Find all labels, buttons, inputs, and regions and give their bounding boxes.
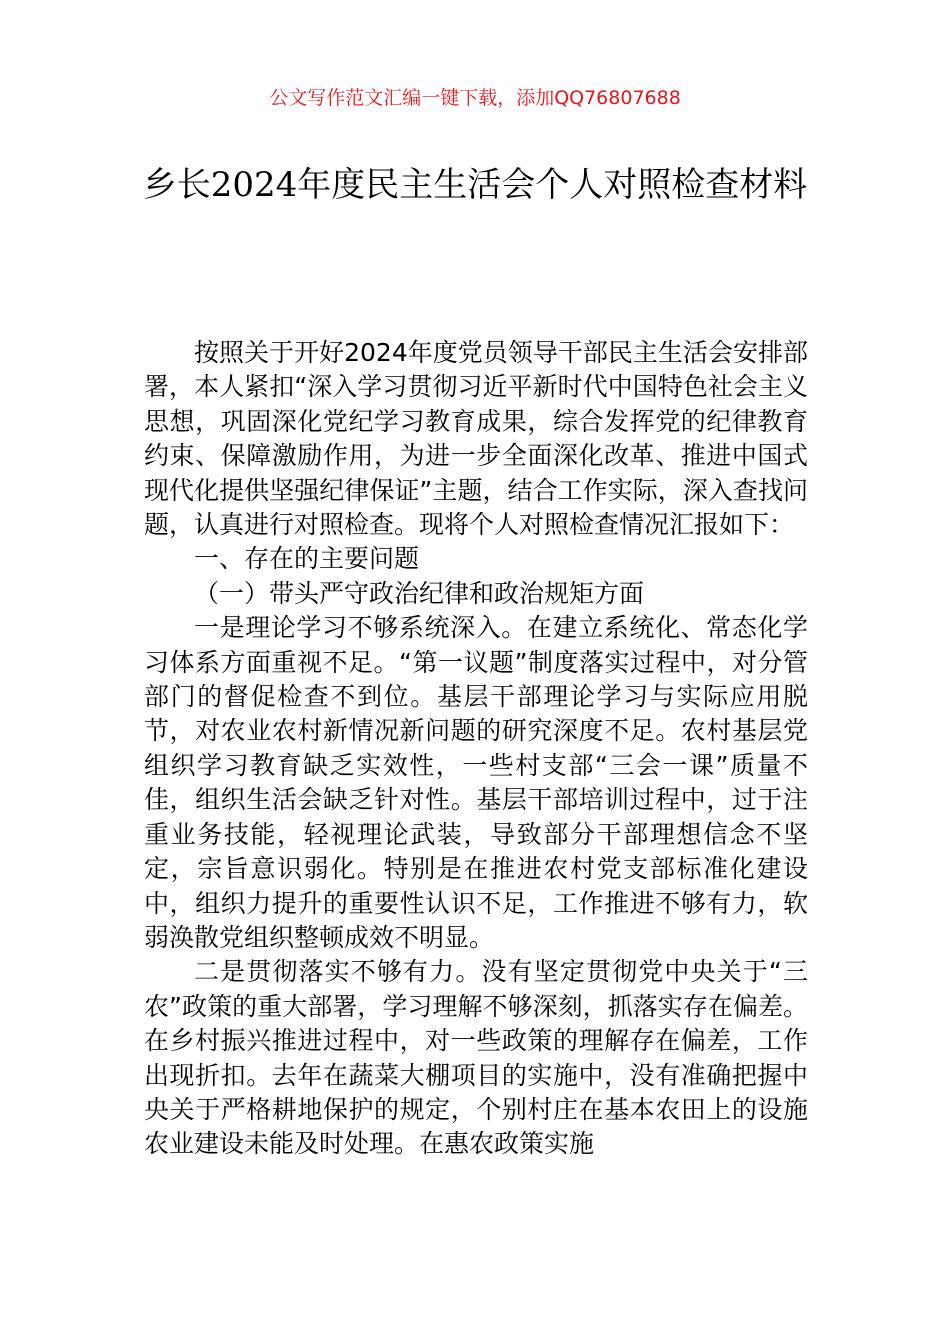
- document-title: 乡长2024年度民主生活会个人对照检查材料: [142, 165, 808, 205]
- header-note: 公文写作范文汇编一键下载，添加QQ76807688: [269, 87, 681, 109]
- section-heading: 一、存在的主要问题: [194, 544, 420, 574]
- body-paragraph: 按照关于开好2024年度党员领导干部民主生活会安排部署，本人紧扣“深入学习贯彻习近平新时代中国特色社会主义思想，巩固深化党纪学习教育成果，综合发挥党的纪律教育约束、保障激励作用，为进一步全面深化改革、推进中国式现代化提供坚强纪律保证”主题，结合工作实际，深入查找问题，认真进行对照检查。现将个人对照检查情况汇报如下：: [144, 338, 808, 540]
- document-body: [144, 336, 808, 1162]
- subsection-heading: （一）带头严守政治纪律和政治规矩方面: [194, 578, 645, 608]
- body-paragraph: 一是理论学习不够系统深入。在建立系统化、常态化学习体系方面重视不足。“第一议题”制度落实过程中，对分管部门的督促检查不到位。基层干部理论学习与实际应用脱节，对农业农村新情况新问题的研究深度不足。农村基层党组织学习教育缺乏实效性，一些村支部“三会一课”质量不佳，组织生活会缺乏针对性。基层干部培训过程中，过于注重业务技能，轻视理论武装，导致部分干部理想信念不坚定，宗旨意识弱化。特别是在推进农村党支部标准化建设中，组织力提升的重要性认识不足，工作推进不够有力，软弱涣散党组织整顿成效不明显。: [144, 613, 808, 952]
- body-paragraph: 二是贯彻落实不够有力。没有坚定贯彻党中央关于“三农”政策的重大部署，学习理解不够深刻，抓落实存在偏差。在乡村振兴推进过程中，对一些政策的理解存在偏差，工作出现折扣。去年在蔬菜大棚项目的实施中，没有准确把握中央关于严格耕地保护的规定，个别村庄在基本农田上的设施农业建设未能及时处理。在惠农政策实施: [144, 957, 808, 1159]
